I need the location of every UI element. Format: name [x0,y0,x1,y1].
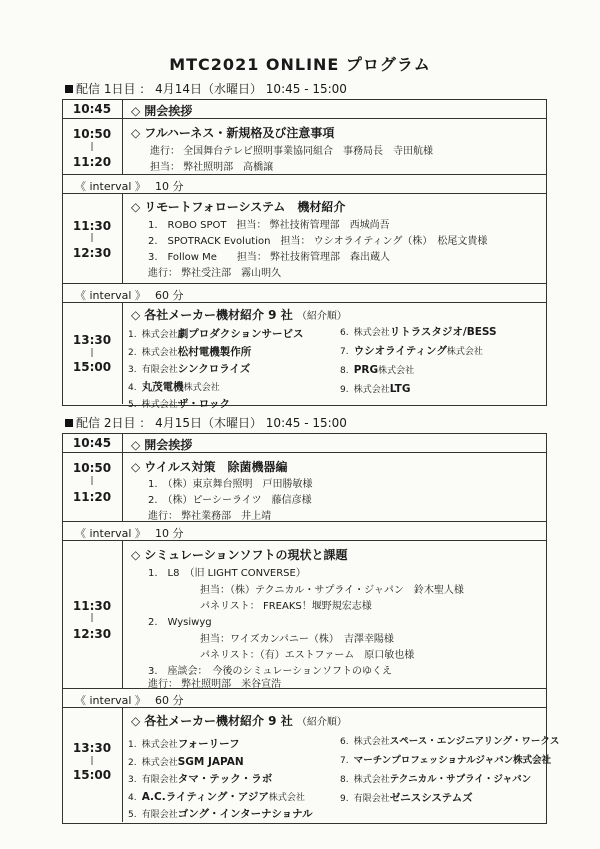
day2-block1-start: 10:50 [72,461,112,475]
order-note: （紹介順） [296,311,347,322]
day2-block1-title-text: ウイルス対策 除菌機器編 [144,460,288,474]
day2-block2-title-text: シミュレーションソフトの現状と課題 [144,548,348,562]
day1-block2-line: 2. SPOTRACK Evolution 担当： ウシオライティング（株） 松尾文貴様 [148,236,488,247]
interval-label: 《 interval 》 [75,527,146,540]
square-bullet-icon [65,85,73,93]
day2-maker-list-left [128,735,313,823]
time-range-dash: | [90,233,94,243]
day1-opening-title [131,102,192,119]
day1-block1-title [131,124,334,141]
day2-block2-start: 11:30 [72,599,112,613]
maker-item: 4. A.C.ライティング・アジア株式会社 [128,790,305,803]
day1-maker-list-left [128,325,304,413]
time-range-dash: | [90,756,94,766]
maker-item: 4. 丸茂電機株式会社 [128,380,220,393]
maker-item: 1. 株式会社劇プロダクションサービス [128,328,304,340]
order-note: （紹介順） [296,717,347,728]
maker-item: 6. 株式会社スペース・エンジニアリング・ワークス [340,736,560,747]
maker-item: 8. 株式会社テクニカル・サプライ・ジャパン [340,774,532,785]
day2-block1-title [131,458,288,475]
divider [62,174,547,175]
time-range-dash: | [90,613,94,623]
maker-item: 7. マーチンプロフェッショナルジャパン株式会社 [340,755,552,766]
time-range-dash: | [90,476,94,486]
day2-opening-time: 10:45 [72,436,112,450]
day2-block1-line: 2. （株）ピーシーライツ 藤信彦様 [148,495,312,506]
maker-item: 7. ウシオライティング株式会社 [340,345,483,357]
page-title: MTC2021 ONLINE プログラム [169,55,431,74]
interval-value: 10 分 [155,527,184,540]
day2-block2-title [131,546,348,563]
maker-item: 2. 株式会社SGM JAPAN [128,755,244,768]
interval-value: 10 分 [155,180,184,193]
day1-interval2 [75,287,184,303]
diamond-icon: ◇ [131,460,141,474]
day2-block2-line: 進行： 弊社照明部 米谷宣浩 [148,679,282,690]
time-range-dash: | [90,142,94,152]
day2-opening-title-text: 開会挨拶 [144,438,193,452]
maker-item: 9. 有限会社ゼニスシステムズ [340,792,473,804]
maker-item: 2. 株式会社松村電機製作所 [128,345,252,358]
day1-maker-list-right [340,322,497,398]
day1-block2-end: 12:30 [72,246,112,260]
day2-block2-line: 2. Wysiwyg [148,617,212,628]
day1-interval1 [75,178,184,194]
diamond-icon: ◇ [131,200,141,214]
maker-item: 1. 株式会社フォーリーフ [128,738,240,750]
diamond-icon: ◇ [131,104,141,118]
day2-interval2 [75,692,184,708]
day1-block1-start: 10:50 [72,127,112,141]
day2-block3-title [131,712,347,729]
day1-block3-start: 13:30 [72,333,112,347]
maker-item: 8. PRG株式会社 [340,364,415,376]
day1-block1-end: 11:20 [72,155,112,169]
day2-block2-end: 12:30 [72,627,112,641]
interval-label: 《 interval 》 [75,180,146,193]
day1-block2-line: 進行： 弊社受注部 霧山明久 [148,268,282,279]
day2-header-text: 配信 2日目 ： 4月15日（木曜日） 10:45 - 15:00 [76,416,347,430]
maker-item: 5. 有限会社ゴング・インターナショナル [128,808,313,820]
maker-item: 5. 株式会社ザ・ロック [128,398,230,410]
interval-label: 《 interval 》 [75,694,146,707]
day2-opening-title [131,436,192,453]
day1-block2-line: 3. Follow Me 担当： 弊社技術管理部 森出蔵人 [148,252,391,263]
day1-block1-line: 担当： 弊社照明部 高橋譲 [150,162,274,173]
day2-block3-end: 15:00 [72,768,112,782]
day1-block1-title-text: フルハーネス・新規格及び注意事項 [144,126,335,140]
day1-opening-title-text: 開会挨拶 [144,104,193,118]
interval-value: 60 分 [155,694,184,707]
day2-block2-line: パネリスト：（有）エストファーム 原口敏也様 [200,650,415,661]
day2-block1-line: 1. （株）東京舞台照明 戸田勝敏様 [148,479,313,490]
divider [62,283,547,284]
square-bullet-icon [65,419,73,427]
diamond-icon: ◇ [131,714,141,728]
divider [62,688,547,689]
diamond-icon: ◇ [131,308,141,322]
interval-value: 60 分 [155,289,184,302]
day2-block2-line: パネリスト： FREAKS！堰野規宏志様 [200,601,372,612]
diamond-icon: ◇ [131,438,141,452]
day1-block3-end: 15:00 [72,360,112,374]
maker-item: 6. 株式会社リトラスタジオ/BESS [340,326,497,338]
day2-block3-start: 13:30 [72,741,112,755]
day1-block2-start: 11:30 [72,219,112,233]
day1-block3-title-text: 各社メーカー機材紹介 9 社 [144,308,293,322]
divider [62,521,547,522]
diamond-icon: ◇ [131,548,141,562]
day1-block2-title-text: リモートフォローシステム 機材紹介 [144,200,346,214]
day1-block2-title [131,198,345,215]
time-range-dash: | [90,348,94,358]
day1-opening-time: 10:45 [72,102,112,116]
day2-block2-line: 担当：ワイズカンパニー（株） 吉澤幸陽様 [200,634,394,645]
day1-block1-line: 進行： 全国舞台テレビ照明事業協同組合 事務局長 寺田航様 [150,146,433,157]
interval-label: 《 interval 》 [75,289,146,302]
day1-block2-line: 1. ROBO SPOT 担当： 弊社技術管理部 西城尚吾 [148,220,390,231]
day2-header [65,414,347,431]
maker-item: 9. 株式会社LTG [340,383,411,395]
maker-item: 3. 有限会社シンクロライズ [128,363,251,375]
day1-block3-title [131,306,347,323]
day2-interval1 [75,525,184,541]
maker-item: 3. 有限会社タマ・テック・ラボ [128,773,273,785]
day2-block1-line: 進行： 弊社業務部 井上靖 [148,511,272,522]
day1-header [65,80,347,97]
day2-maker-list-right [340,731,559,807]
day2-block2-line: 3. 座談会： 今後のシミュレーションソフトのゆくえ [148,666,392,677]
day1-header-text: 配信 1日目 ： 4月14日（水曜日） 10:45 - 15:00 [76,82,347,96]
day2-block2-line: 担当：（株）テクニカル・サプライ・ジャパン 鈴木聖人様 [200,585,464,596]
day2-block3-title-text: 各社メーカー機材紹介 9 社 [144,714,293,728]
day2-block2-line: 1. L8 （旧 LIGHT CONVERSE） [148,568,306,579]
day2-block1-end: 11:20 [72,490,112,504]
diamond-icon: ◇ [131,126,141,140]
